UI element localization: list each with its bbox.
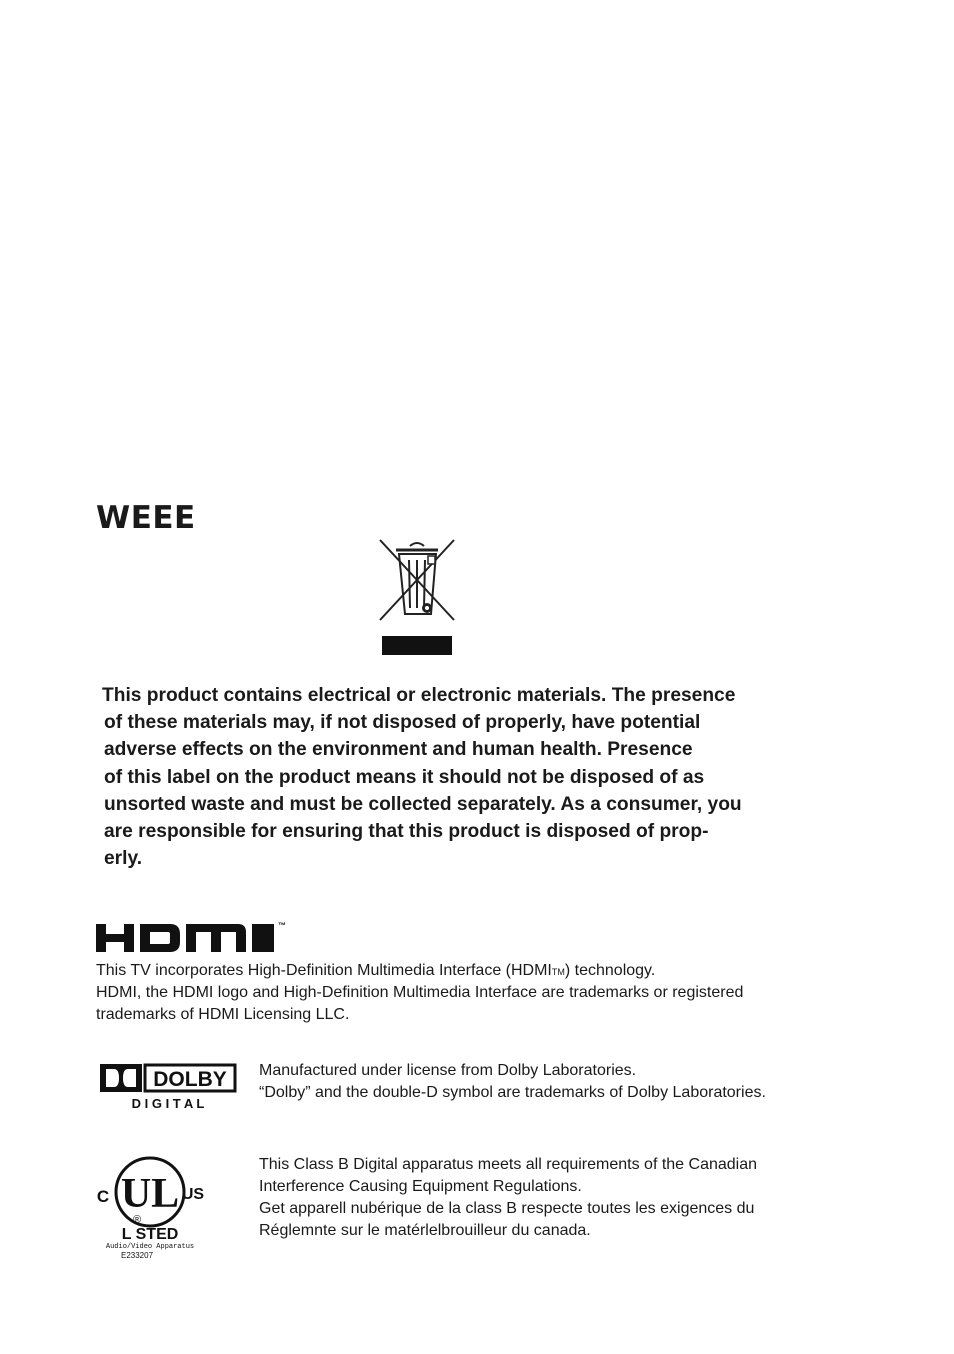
dolby-line-1: Manufactured under license from Dolby Laboratories. xyxy=(259,1062,637,1079)
crossed-out-wheelie-bin-icon xyxy=(376,536,458,658)
hdmi-notice xyxy=(96,960,856,1026)
ul-category-label: Audio/Video Apparatus xyxy=(105,1243,195,1251)
hdmi-tm-superscript: TM xyxy=(551,967,565,977)
hdmi-line-2: HDMI, the HDMI logo and High-Definition Multimedia Interface are trademarks or registered xyxy=(96,984,744,1001)
hdmi-line-1 xyxy=(96,960,856,982)
ul-line-4: Réglemnte sur le matérlelbrouilleur du canada. xyxy=(259,1222,591,1239)
weee-notice xyxy=(102,682,802,872)
ul-registered-mark: ® xyxy=(132,1214,142,1226)
ul-line-2: Interference Causing Equipment Regulations. xyxy=(259,1178,582,1195)
canadian-compliance-notice xyxy=(259,1154,879,1242)
weee-heading: WEEE xyxy=(96,500,196,536)
ul-line-1: This Class B Digital apparatus meets all requirements of the Canadian xyxy=(259,1156,758,1173)
dolby-line-2: “Dolby” and the double-D symbol are trademarks of Dolby Laboratories. xyxy=(259,1084,766,1101)
weee-line: adverse effects on the environment and human health. Presence xyxy=(104,739,693,761)
dolby-wordmark: DOLBY xyxy=(153,1068,227,1091)
ul-mark: UL xyxy=(120,1171,180,1217)
ul-c-mark: C xyxy=(96,1187,110,1206)
weee-line: This product contains electrical or electronic materials. The presence xyxy=(102,685,736,706)
weee-line: unsorted waste and must be collected separately. As a consumer, you xyxy=(104,793,742,815)
ul-file-number: E233207 xyxy=(120,1251,154,1260)
weee-line: erly. xyxy=(104,848,143,870)
dolby-digital-logo xyxy=(98,1062,238,1110)
weee-line: of this label on the product means it should not be disposed of as xyxy=(104,766,705,788)
hdmi-tm-mark: ™ xyxy=(278,921,286,930)
hdmi-line-1-text: This TV incorporates High-Definition Multimedia Interface (HDMI xyxy=(96,962,552,979)
ul-line-3: Get apparell nubérique de la class B respecte toutes les exigences du xyxy=(259,1200,755,1217)
weee-line: of these materials may, if not disposed of properly, have potential xyxy=(104,712,701,734)
dolby-digital-caption: D I G I T A L xyxy=(131,1096,205,1110)
weee-line: are responsible for ensuring that this product is disposed of prop- xyxy=(104,821,709,843)
ul-us-mark: US xyxy=(181,1186,205,1203)
ul-listed-logo xyxy=(92,1152,208,1262)
hdmi-line-1-end: ) technology. xyxy=(564,962,656,979)
hdmi-line-3: trademarks of HDMI Licensing LLC. xyxy=(96,1006,350,1023)
dolby-notice xyxy=(259,1060,879,1104)
ul-listed-label: L STED xyxy=(121,1226,179,1243)
hdmi-logo xyxy=(96,918,292,954)
